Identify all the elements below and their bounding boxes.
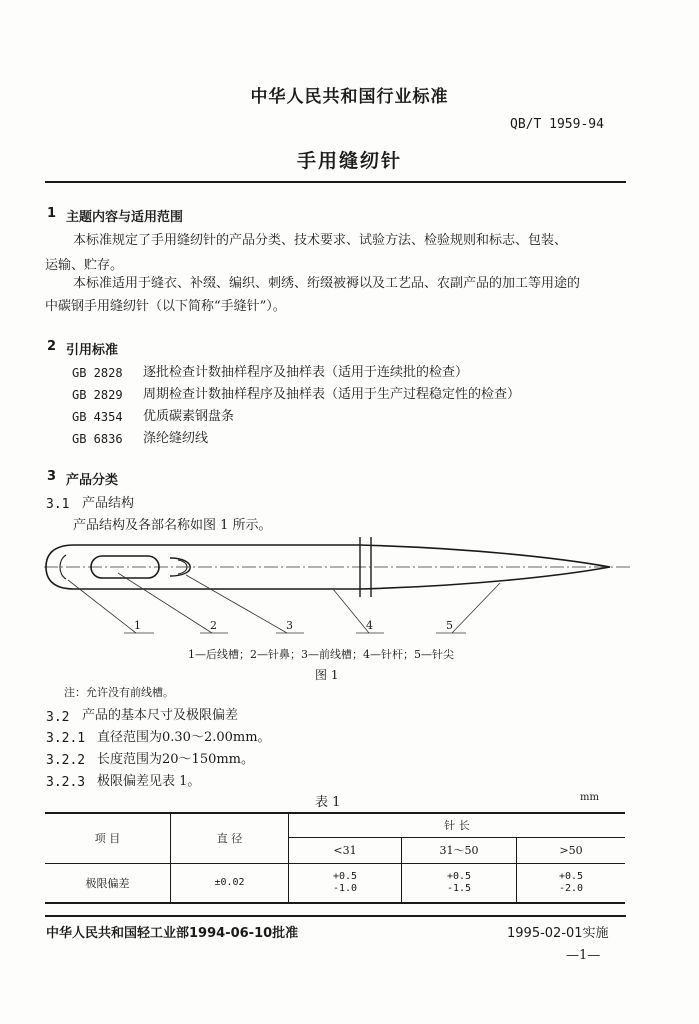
header-diameter: 直 径	[171, 813, 289, 863]
section-1-number: 1	[47, 206, 57, 221]
figure-label: 2	[210, 619, 217, 632]
section-1-para2-line1: 本标准适用于缝衣、补缀、编织、刺绣、绗缀被褥以及工艺品、农副产品的加工等用途的	[73, 276, 581, 291]
section-3-number: 3	[47, 469, 57, 484]
subsection-3-2-1-number: 3.2.1	[46, 731, 86, 746]
figure-caption: 图 1	[315, 668, 339, 682]
table-row	[45, 863, 625, 903]
needle-outline	[46, 545, 610, 589]
figure-note: 注：允许没有前线槽。	[64, 686, 174, 699]
figure-label: 3	[286, 619, 293, 632]
section-1-heading: 主题内容与适用范围	[66, 210, 184, 225]
footer-rule	[45, 915, 626, 917]
header-length: 针 长	[289, 813, 626, 837]
subsection-3-2-3-text: 极限偏差见表 1。	[97, 774, 201, 789]
subsection-3-1-text: 产品结构及各部名称如图 1 所示。	[73, 518, 272, 533]
document-title: 手用缝纫针	[296, 150, 402, 172]
header-length-col: 31～50	[402, 837, 517, 863]
subsection-3-1-title: 产品结构	[82, 496, 135, 511]
approval-text: 中华人民共和国轻工业部1994-06-10批准	[46, 926, 299, 941]
section-2-heading: 引用标准	[66, 343, 119, 358]
section-3-heading: 产品分类	[66, 473, 119, 488]
lower-tolerance: -2.0	[558, 882, 584, 894]
subsection-3-1-number: 3.1	[46, 497, 70, 512]
ref-title: 优质碳素钢盘条	[143, 409, 235, 424]
org-title: 中华人民共和国行业标准	[250, 87, 449, 107]
header-length-col: <31	[289, 837, 402, 863]
header-length-col: >50	[517, 837, 626, 863]
subsection-3-2-title: 产品的基本尺寸及极限偏差	[82, 708, 239, 723]
section-1-para2-line2: 中碳钢手用缝纫针（以下简称“手缝针”）。	[45, 299, 286, 314]
leader-line	[452, 583, 500, 633]
ref-code: GB 2828	[72, 366, 123, 380]
subsection-3-2-1-text: 直径范围为0.30～2.00mm。	[97, 730, 271, 745]
table-unit: mm	[580, 792, 599, 803]
upper-tolerance: +0.5	[446, 870, 472, 882]
section-1-para1-line2: 运输、贮存。	[45, 258, 124, 273]
ref-title: 逐批检查计数抽样程序及抽样表（适用于连续批的检查）	[143, 365, 469, 380]
length-tolerance	[402, 863, 517, 903]
table-title: 表 1	[315, 795, 341, 810]
upper-tolerance: +0.5	[558, 870, 584, 882]
length-tolerance	[517, 863, 626, 903]
ref-code: GB 4354	[72, 410, 123, 424]
header-item: 项 目	[45, 813, 171, 863]
tolerance-table	[45, 812, 625, 904]
figure-label: 5	[446, 619, 453, 632]
page-number: —1—	[566, 948, 601, 963]
section-1-para1-line1: 本标准规定了手用缝纫针的产品分类、技术要求、试验方法、检验规则和标志、包装、	[73, 233, 568, 248]
figure-label: 1	[134, 619, 141, 632]
ref-title: 周期检查计数抽样程序及抽样表（适用于生产过程稳定性的检查）	[143, 387, 521, 402]
leader-line	[333, 589, 369, 633]
ref-title: 涤纶缝纫线	[143, 431, 209, 446]
figure-label: 4	[366, 619, 373, 632]
section-2-number: 2	[47, 339, 57, 354]
upper-tolerance: +0.5	[332, 870, 358, 882]
subsection-3-2-number: 3.2	[46, 710, 70, 725]
standard-code: QB/T 1959-94	[510, 117, 604, 132]
row-label: 极限偏差	[45, 863, 171, 903]
diameter-tolerance: ±0.02	[171, 863, 289, 903]
subsection-3-2-2-number: 3.2.2	[46, 753, 86, 768]
ref-code: GB 2829	[72, 388, 123, 402]
lower-tolerance: -1.0	[332, 882, 358, 894]
subsection-3-2-3-number: 3.2.3	[46, 775, 86, 790]
effective-date: 1995-02-01实施	[507, 926, 609, 941]
leader-line	[68, 580, 136, 633]
leader-line	[186, 575, 287, 633]
length-tolerance	[289, 863, 402, 903]
figure-legend: 1—后线槽；2—针鼻；3—前线槽；4—针杆；5—针尖	[188, 648, 454, 661]
subsection-3-2-2-text: 长度范围为20～150mm。	[97, 752, 255, 767]
lower-tolerance: -1.5	[446, 882, 472, 894]
ref-code: GB 6836	[72, 432, 123, 446]
